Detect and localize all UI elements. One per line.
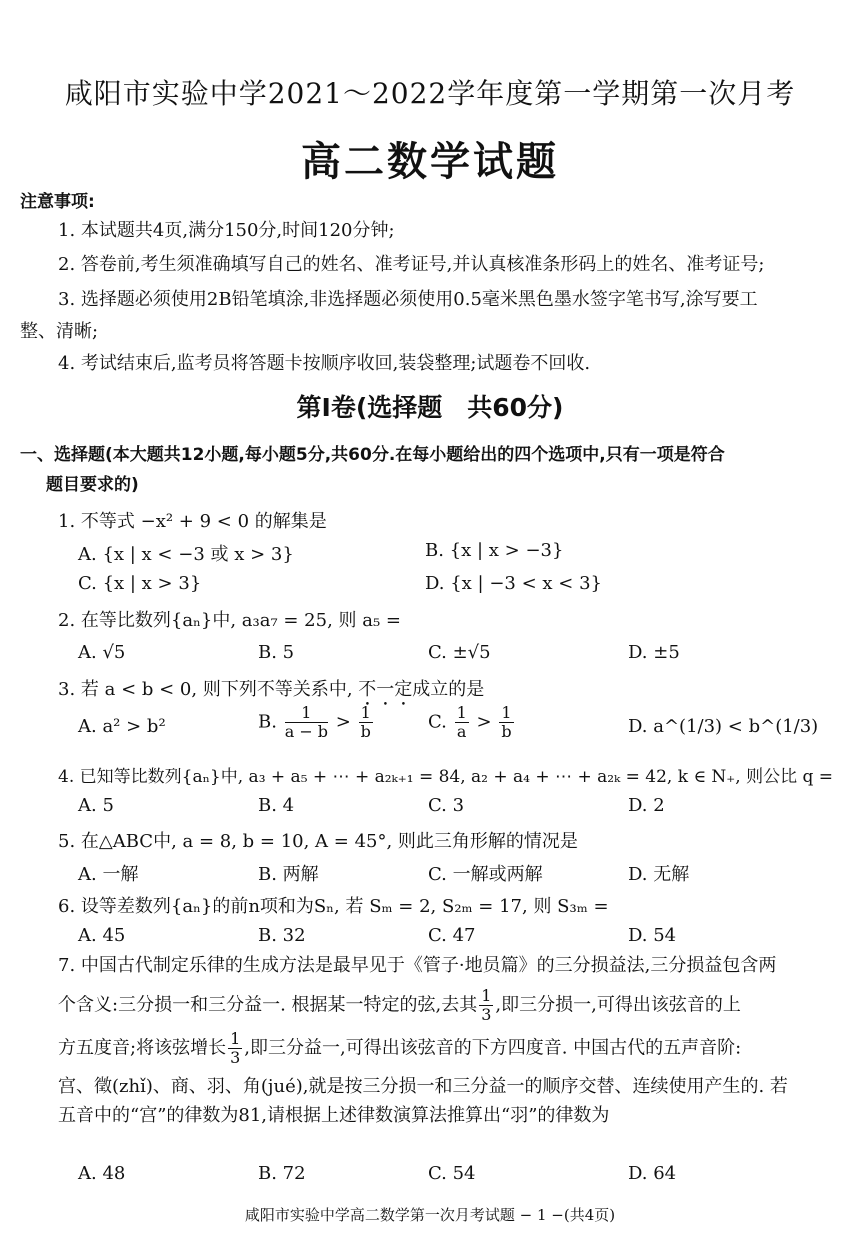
fraction-numerator: 1 — [456, 703, 467, 722]
question-7-line-1: 7. 中国古代制定乐律的生成方法是最早见于《管子·地员篇》的三分损益法,三分损益包含两 — [58, 955, 777, 976]
question-7-option-c: C. 54 — [428, 1163, 476, 1184]
fraction-numerator: 1 — [481, 985, 492, 1005]
fraction-1-over-a-minus-b — [285, 704, 328, 741]
fraction-numerator: 1 — [285, 704, 328, 723]
fraction-numerator: 1 — [360, 703, 371, 722]
note-item-3: 3. 选择题必须使用2B铅笔填涂,非选择题必须使用0.5毫米黑色墨水签字笔书写,涂写要工 — [58, 289, 758, 310]
question-7-line-2-suffix: ,即三分损一,可得出该弦音的上 — [495, 994, 741, 1016]
question-3-option-b — [258, 704, 375, 741]
fraction-numerator: 1 — [501, 703, 512, 722]
question-7-line-2 — [58, 987, 843, 1024]
question-2-option-d: D. ±5 — [628, 642, 680, 663]
fraction-denominator: a — [456, 722, 467, 741]
question-2-option-a: A. √5 — [78, 642, 126, 663]
fraction-denominator: b — [501, 722, 512, 741]
greater-than-sign: > — [476, 711, 492, 733]
greater-than-sign: > — [335, 711, 351, 733]
fraction-1-over-b — [499, 704, 513, 741]
question-7-option-d: D. 64 — [628, 1163, 677, 1184]
option-c-prefix: C. — [428, 711, 447, 733]
question-7-line-3-prefix: 方五度音;将该弦增长 — [58, 1037, 227, 1059]
fraction-denominator: 3 — [230, 1047, 241, 1067]
question-1-option-c: C. {x | x > 3} — [78, 573, 202, 594]
question-3-stem-prefix: 3. 若 a < b < 0, 则下列不等关系中, — [58, 679, 359, 700]
question-7 — [58, 952, 843, 1136]
question-6-option-a: A. 45 — [78, 925, 126, 946]
fraction-one-third — [228, 1030, 242, 1067]
question-6-stem: 6. 设等差数列{aₙ}的前n项和为Sₙ, 若 Sₘ = 2, S₂ₘ = 17, 则 S₃ₘ = — [58, 896, 609, 917]
question-1-option-a: A. {x | x < −3 或 x > 3} — [78, 544, 294, 565]
question-4-option-c: C. 3 — [428, 795, 465, 816]
section-heading-line-2: 题目要求的) — [46, 475, 139, 495]
school-title: 咸阳市实验中学2021～2022学年度第一学期第一次月考 — [64, 77, 796, 110]
question-2-option-c: C. ±√5 — [428, 642, 491, 663]
part-title: 第Ⅰ卷(选择题 共60分) — [296, 393, 564, 422]
note-item-1: 1. 本试题共4页,满分150分,时间120分钟; — [58, 220, 395, 241]
note-item-3-continuation: 整、清晰; — [20, 321, 99, 342]
question-2-option-b: B. 5 — [258, 642, 295, 663]
question-7-line-5: 五音中的“宫”的律数为81,请根据上述律数演算法推算出“羽”的律数为 — [58, 1104, 610, 1126]
note-item-2: 2. 答卷前,考生须准确填写自己的姓名、准考证号,并认真核准条形码上的姓名、准考证号; — [58, 254, 765, 275]
question-7-line-3-suffix: ,即三分益一,可得出该弦音的下方四度音. 中国古代的五声音阶: — [244, 1037, 742, 1059]
question-2-stem: 2. 在等比数列{aₙ}中, a₃a₇ = 25, 则 a₅ = — [58, 610, 402, 631]
fraction-1-over-a — [455, 704, 469, 741]
question-7-option-b: B. 72 — [258, 1163, 306, 1184]
fraction-one-third — [479, 987, 493, 1024]
notes-heading: 注意事项: — [20, 192, 95, 212]
question-5-option-a: A. 一解 — [78, 864, 139, 885]
question-4-stem: 4. 已知等比数列{aₙ}中, a₃ + a₅ + ⋯ + a₂ₖ₊₁ = 84, a₂ + a₄ + ⋯ + a₂ₖ = 42, k ∈ N₊, 则公比 q = — [58, 767, 834, 787]
question-5-option-c: C. 一解或两解 — [428, 864, 543, 885]
question-5-option-d: D. 无解 — [628, 864, 690, 885]
question-5-stem: 5. 在△ABC中, a = 8, b = 10, A = 45°, 则此三角形解的情况是 — [58, 831, 578, 852]
question-1-stem: 1. 不等式 −x² + 9 < 0 的解集是 — [58, 511, 327, 532]
question-4-option-b: B. 4 — [258, 795, 295, 816]
question-3-stem-suffix: 成立的是 — [412, 679, 485, 700]
fraction-numerator: 1 — [230, 1028, 241, 1048]
question-3-emphasis: 不一定 — [358, 679, 413, 700]
question-6-option-d: D. 54 — [628, 925, 677, 946]
page-footer: 咸阳市实验中学高二数学第一次月考试题 − 1 −(共4页) — [244, 1206, 616, 1224]
question-3-option-c — [428, 704, 516, 741]
question-6-option-b: B. 32 — [258, 925, 306, 946]
fraction-denominator: 3 — [481, 1004, 492, 1024]
question-7-line-2-prefix: 个含义:三分损一和三分益一. 根据某一特定的弦,去其 — [58, 994, 478, 1016]
question-7-option-a: A. 48 — [78, 1163, 126, 1184]
question-7-line-4: 宫、徵(zhǐ)、商、羽、角(jué),就是按三分损一和三分益一的顺序交替、连续使用产生的. 若 — [58, 1075, 788, 1097]
page-title: 高二数学试题 — [301, 139, 559, 185]
question-6-option-c: C. 47 — [428, 925, 476, 946]
note-item-4: 4. 考试结束后,监考员将答题卡按顺序收回,装袋整理;试题卷不回收. — [58, 353, 591, 374]
question-1-option-d: D. {x | −3 < x < 3} — [425, 573, 602, 594]
section-heading-line-1: 一、选择题(本大题共12小题,每小题5分,共60分.在每小题给出的四个选项中,只有一项是符合 — [20, 445, 725, 465]
fraction-denominator: a − b — [284, 722, 329, 741]
question-3-option-a: A. a² > b² — [78, 716, 166, 737]
question-3-option-d: D. a^(1/3) < b^(1/3) — [628, 716, 819, 737]
question-4-option-d: D. 2 — [628, 795, 665, 816]
section-heading — [20, 440, 850, 500]
fraction-denominator: b — [360, 722, 371, 741]
question-7-line-3 — [58, 1030, 843, 1067]
option-b-prefix: B. — [258, 711, 277, 733]
question-4-option-a: A. 5 — [78, 795, 114, 816]
fraction-1-over-b — [359, 704, 373, 741]
question-5-option-b: B. 两解 — [258, 864, 319, 885]
question-1-option-b: B. {x | x > −3} — [425, 540, 564, 561]
